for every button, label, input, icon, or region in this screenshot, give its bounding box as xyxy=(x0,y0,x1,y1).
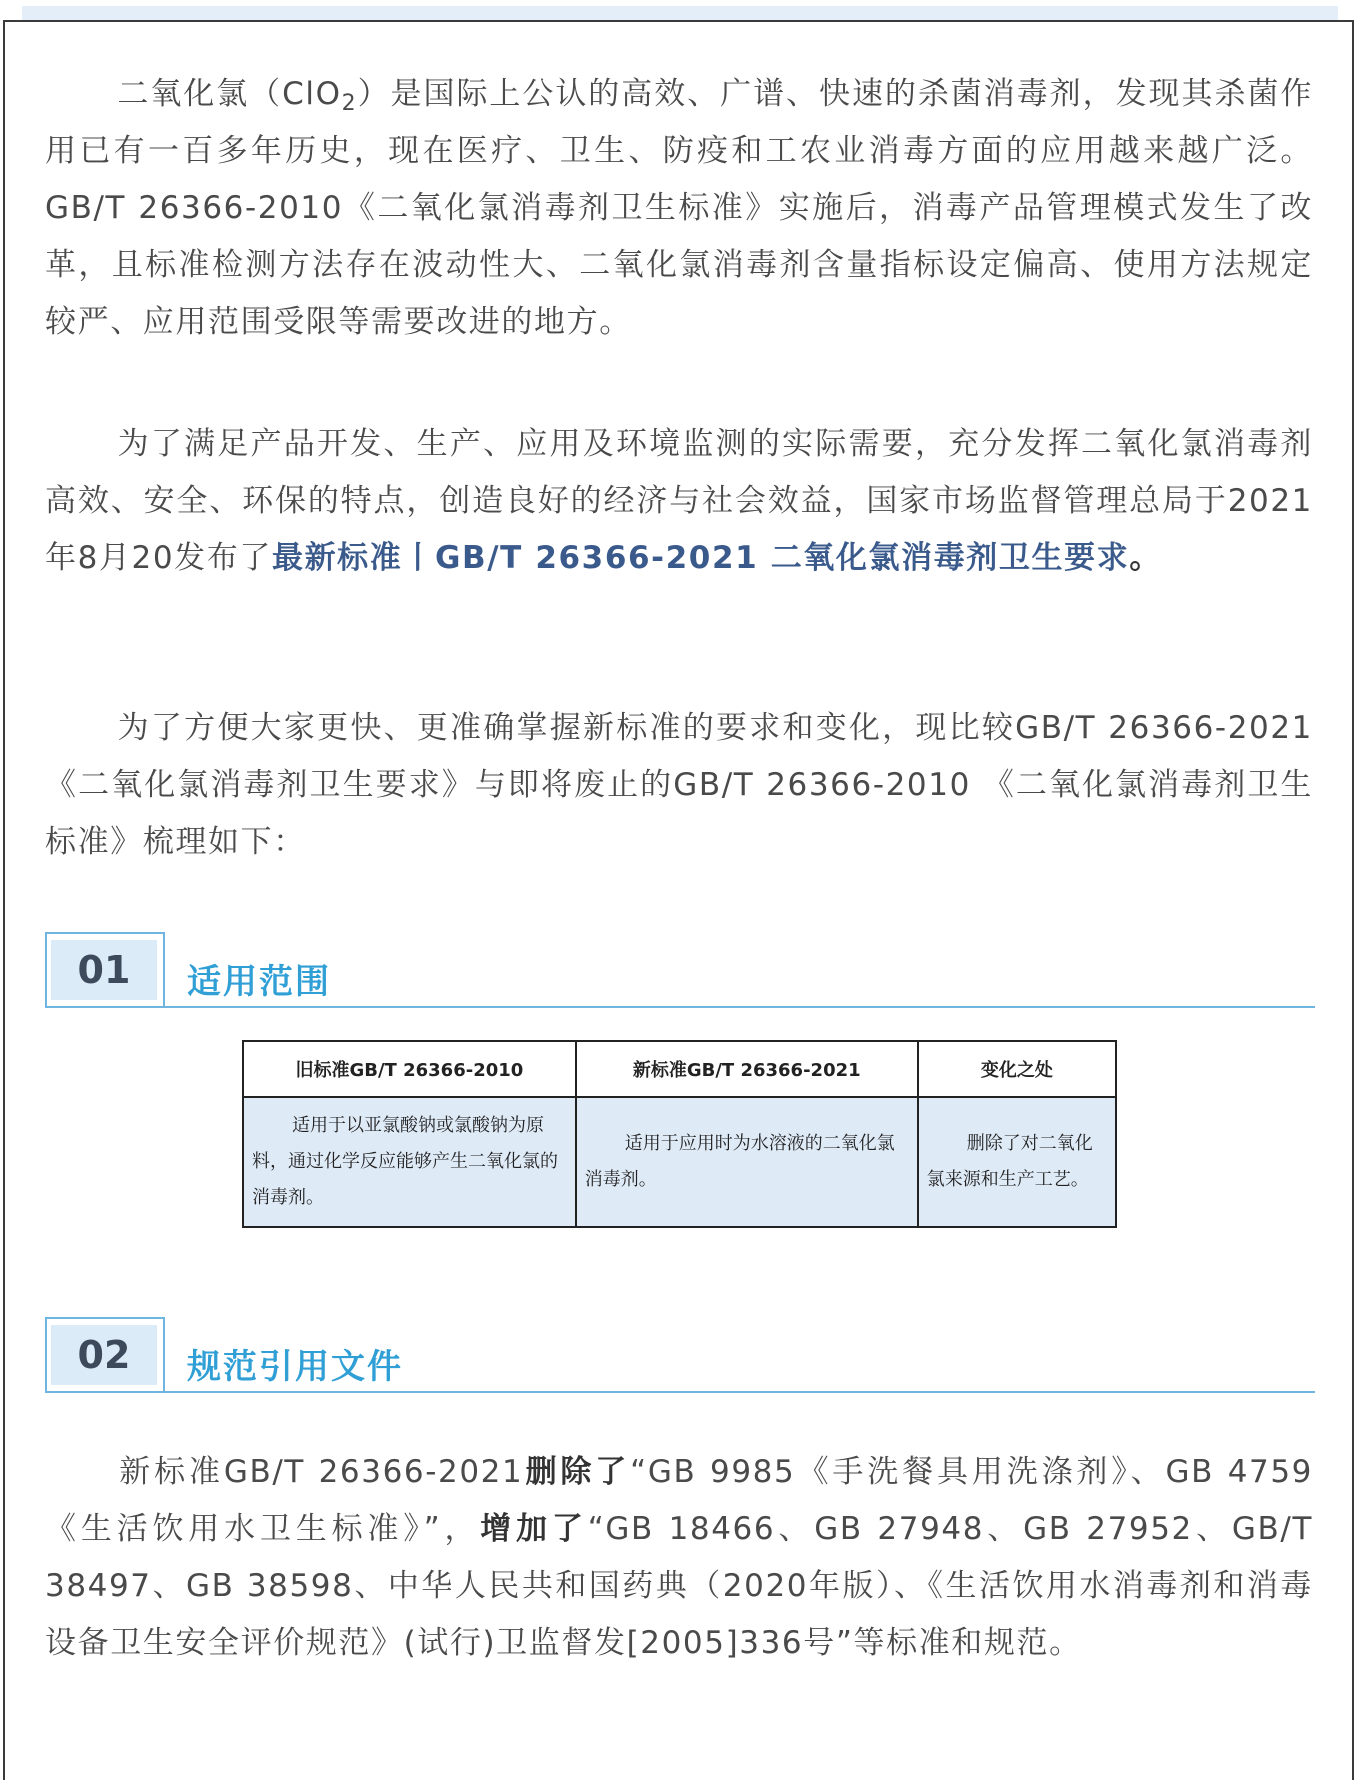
section-title: 适用范围 xyxy=(187,962,331,1002)
section-header-references xyxy=(45,1317,1315,1393)
table-header-new: 新标准GB/T 26366-2021 xyxy=(576,1041,918,1097)
section-number: 01 xyxy=(77,948,131,992)
section-title: 规范引用文件 xyxy=(187,1347,403,1387)
comparison-table xyxy=(242,1040,1117,1228)
table-cell-old: 适用于以亚氯酸钠或氯酸钠为原料，通过化学反应能够产生二氧化氯的消毒剂。 xyxy=(243,1097,576,1227)
references-paragraph: 新标准GB/T 26366-2021删除了“GB 9985《手洗餐具用洗涤剂》、GB 4759《生活饮用水卫生标准》”，增加了“GB 18466、GB 27948、GB 27952、GB/T 38497、GB 38598、中华人民共和国药典（2020年版）、《生活饮用水消毒剂和消毒设备卫生安全评价规范》(试行)卫监督发[2005]336号”等标准和规范。 xyxy=(45,1454,1313,1661)
release-paragraph: 为了满足产品开发、生产、应用及环境监测的实际需要，充分发挥二氧化氯消毒剂高效、安全、环保的特点，创造良好的经济与社会效益，国家市场监督管理总局于2021年8月20发布了最新标准丨GB/T 26366-2021 二氧化氯消毒剂卫生要求。 xyxy=(45,426,1313,576)
section-divider xyxy=(45,1391,1315,1393)
table-row xyxy=(243,1097,1116,1227)
table-cell-new: 适用于应用时为水溶液的二氧化氯消毒剂。 xyxy=(576,1097,918,1227)
standard-link[interactable]: 最新标准丨GB/T 26366-2021 二氧化氯消毒剂卫生要求 xyxy=(271,540,1130,576)
section-number: 02 xyxy=(77,1333,131,1377)
table-cell-change: 删除了对二氧化氯来源和生产工艺。 xyxy=(918,1097,1116,1227)
comparison-intro-paragraph: 为了方便大家更快、更准确掌握新标准的要求和变化，现比较GB/T 26366-2021 《二氧化氯消毒剂卫生要求》与即将废止的GB/T 26366-2010 《二氧化氯消毒剂卫生标准》梳理如下： xyxy=(45,710,1313,860)
table-header-old: 旧标准GB/T 26366-2010 xyxy=(243,1041,576,1097)
table-header-change: 变化之处 xyxy=(918,1041,1116,1097)
intro-paragraph: 二氧化氯（ClO$_2$）是国际上公认的高效、广谱、快速的杀菌消毒剂，发现其杀菌作用已有一百多年历史，现在医疗、卫生、防疫和工农业消毒方面的应用越来越广泛。GB/T 26366-2010《二氧化氯消毒剂卫生标准》实施后，消毒产品管理模式发生了改革，且标准检测方法存在波动性大、二氧化氯消毒剂含量指标设定偏高、使用方法规定较严、应用范围受限等需要改进的地方。 xyxy=(45,76,1313,340)
section-divider xyxy=(45,1006,1315,1008)
section-header-scope xyxy=(45,932,1315,1008)
